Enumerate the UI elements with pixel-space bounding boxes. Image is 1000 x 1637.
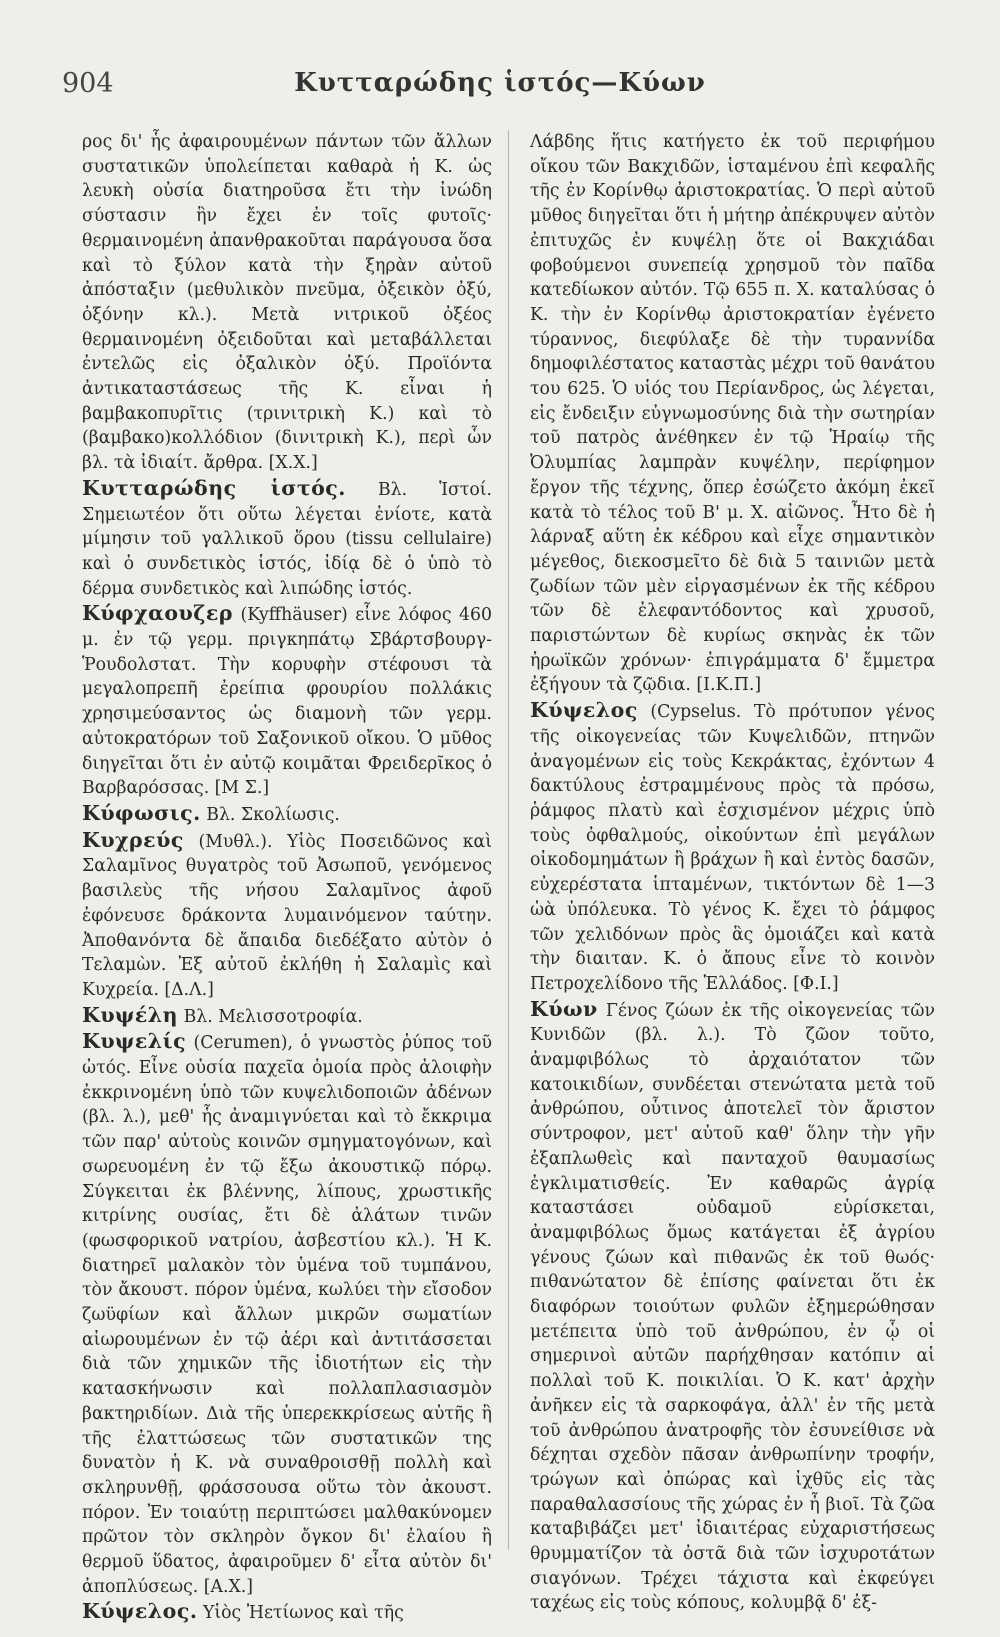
entry-headword: Κύφωσις. — [82, 800, 201, 825]
entry-headword: Κύψελος — [530, 698, 638, 723]
entry-text: Βλ. Σκολίωσις. — [206, 804, 340, 825]
right-column — [530, 128, 935, 1616]
entry-text: ρος δι' ἧς ἀφαιρουμένων πάντων τῶν ἄλλων συστατικῶν ὑπολείπεται καθαρὰ ἡ Κ. ὡς λευκὴ οὐσία διατηροῦσα ἔτι τὴν ἰνώδη σύστασιν ἣν ἔχει ἐν τοῖς φυτοῖς· θερμαινομένη ἀπανθρακοῦται παράγουσα ὅσα καὶ τὸ ξύλον κατὰ τὴν ξηρὰν αὐτοῦ ἀπόσταξιν (μεθυλικὸν πνεῦμα, ὀξεικὸν ὀξύ, ὀξόνην κλ.). Μετὰ νιτρικοῦ ὀξέος θερμαινομένη ὀξειδοῦται καὶ μεταβάλλεται ἐντελῶς εἰς ὀξαλικὸν ὀξύ. Προϊόντα ἀντικαταστάσεως τῆς Κ. εἶναι ἡ βαμβακοπυρῖτις (τρινιτρικὴ Κ.) καὶ τὸ (βαμβακο)κολλόδιον (δινιτρικὴ Κ.), περὶ ὧν βλ. τὰ ἰδιαίτ. ἄρθρα. [Χ.Χ.] — [82, 132, 492, 474]
entry-text: (Kyffhäuser) εἶνε λόφος 460 μ. ἐν τῷ γερμ. πριγκηπάτῳ Σβάρτσβουργ-Ῥουδολστατ. Τὴν κορυφὴν στέφουσι τὰ μεγαλοπρεπῆ ἐρείπια φρουρίου πολλάκις χρησιμεύσαντος ὡς διαμονὴ τῶν γερμ. αὐτοκρατόρων τοῦ Σαξονικοῦ οἴκου. Ὁ μῦθος διηγεῖται ὅτι ἐν αὐτῷ κοιμᾶται Φρειδερῖκος ὁ Βαρβαρόσσας. [Μ Σ.] — [82, 605, 492, 799]
entry-paragraph — [82, 828, 492, 1003]
entry-text: (Cerumen), ὁ γνωστὸς ῥύπος τοῦ ὠτός. Εἶνε οὐσία παχεῖα ὁμοία πρὸς ἀλοιφὴν ἐκκρινομένη ὑπὸ τῶν κυψελιδοποιῶν ἀδένων (βλ. λ.), μεθ' ἧς ἀναμιγνύεται καὶ τὸ ἔκκριμα τῶν παρ' αὐτοὺς κοινῶν σμηγματογόνων, καὶ σωρευομένη ἐν τῷ ἔξω ἀκουστικῷ πόρῳ. Σύγκειται ἐκ βλέννης, λίπους, χρωστικῆς κιτρίνης ουσίας, ἔτι δὲ ἀλάτων τινῶν (φωσφορικοῦ νατρίου, ἀσβεστίου κλ.). Ἡ Κ. διατηρεῖ μαλακὸν τὸν ὑμένα τοῦ τυμπάνου, τὸν ἄκουστ. πόρον ὑμένα, κωλύει τὴν εἴσοδον ζωϋφίων καὶ ἄλλων μικρῶν σωματίων αἰωρουμένων ἐν τῷ ἀέρι καὶ ἀντιτάσσεται διὰ τῶν χημικῶν τῆς ἰδιοτήτων εἰς τὴν κατασκήνωσιν καὶ πολλαπλασιασμὸν βακτηριδίων. Διὰ τῆς ὑπερεκκρίσεως αὐτῆς ἢ τῆς ἐλαττώσεως τῶν συστατικῶν της δυνατὸν ἡ Κ. νὰ συναθροισθῇ πολλὴ καὶ σκληρυνθῇ, φράσσουσα οὕτω τὸν ἀκουστ. πόρον. Ἐν τοιαύτῃ περιπτώσει μαλθακύνομεν πρῶτον τὸν σκληρὸν ὄγκον δι' ἐλαίου ἢ θερμοῦ ὕδατος, ἀφαιροῦμεν δ' εἶτα αὐτὸν δι' ἀποπλύσεως. [Α.Χ.] — [82, 1033, 492, 1597]
left-column — [82, 128, 492, 1626]
entry-paragraph — [82, 1003, 492, 1030]
running-title: Κυτταρώδης ἱστός—Κύων — [294, 68, 706, 98]
entry-headword: Κύψελος. — [82, 1599, 198, 1624]
entry-headword: Κύφχαουζερ — [82, 601, 233, 626]
entry-paragraph — [82, 1029, 492, 1599]
entry-headword: Κυτταρώδης ἱστός. — [82, 475, 346, 500]
entry-paragraph — [82, 1599, 492, 1626]
entry-text: Λάβδης ἥτις κατήγετο ἐκ τοῦ περιφήμου οἴκου τῶν Βακχιδῶν, ἱσταμένου ἐπὶ κεφαλῆς τῆς ἐν Κορίνθῳ ἀριστοκρατίας. Ὁ περὶ αὐτοῦ μῦθος διηγεῖται ὅτι ἡ μήτηρ ἀπέκρυψεν αὐτὸν ἐπιτυχῶς ἐν κυψέλῃ ὅτε οἱ Βακχιάδαι φοβούμενοι συνεπείᾳ χρησμοῦ τὸν παῖδα κατεδίωκον αὐτόν. Τῷ 655 π. Χ. καταλύσας ὁ Κ. τὴν ἐν Κορίνθῳ ἀριστοκρατίαν ἐγένετο τύραννος, διεφύλαξε δὲ τὴν τυραννίδα δημοφιλέστατος καταστὰς μέχρι τοῦ θανάτου του 625. Ὁ υἱός του Περίανδρος, ὡς λέγεται, εἰς ἔνδειξιν εὐγνωμοσύνης διὰ τὴν σωτηρίαν τοῦ πατρὸς ἀνέθηκεν ἐν τῷ Ἡραίῳ τῆς Ὀλυμπίας λαμπρὰν κυψέλην, περίφημον ἔργον τῆς τέχνης, ὅπερ ἐσώζετο ἀκόμη ἐκεῖ κατὰ τὸ τέλος τοῦ Β' μ. Χ. αἰῶνος. Ἦτο δὲ ἡ λάρναξ αὕτη ἐκ κέδρου καὶ εἶχε σημαντικὸν μέγεθος, διεκοσμεῖτο δὲ διὰ 5 ταινιῶν μετὰ ζωδίων τῶν μὲν εἰργασμένων ἐκ τῆς κέδρου τῶν δὲ ἐλεφαντόδοντος καὶ χρυσοῦ, παριστώντων δὲ κυρίως σκηνὰς ἐκ τῶν ἡρωϊκῶν χρόνων· ἐπιγράμματα δ' ἔμμετρα ἐξήγουν τὰ ζῷδια. [Ι.Κ.Π.] — [530, 132, 936, 696]
column-divider — [508, 130, 509, 1550]
entry-text: (Μυθλ.). Υἱὸς Ποσειδῶνος καὶ Σαλαμῖνος θυγατρὸς τοῦ Ἀσωποῦ, γενόμενος βασιλεὺς τῆς νήσου Σαλαμῖνος ἀφοῦ ἐφόνευσε δράκοντα λυμαινόμενον ταύτην. Ἀποθανόντα δὲ ἄπαιδα διεδέξατο αὐτὸν ὁ Τελαμὼν. Ἐξ αὐτοῦ ἐκλήθη ἡ Σαλαμὶς καὶ Κυχρεία. [Δ.Λ.] — [82, 831, 492, 1000]
entry-paragraph — [530, 698, 935, 996]
entry-headword: Κυχρεύς — [82, 827, 184, 852]
entry-paragraph — [530, 128, 935, 698]
entry-paragraph — [530, 997, 935, 1617]
entry-headword: Κυψέλη — [82, 1002, 179, 1027]
page-header — [0, 68, 1000, 108]
entry-text: Βλ. Μελισσοτροφία. — [183, 1006, 363, 1027]
entry-paragraph — [82, 476, 492, 602]
entry-headword: Κυψελίς — [82, 1029, 187, 1054]
entry-text: Βλ. Ἱστοί. Σημειωτέον ὅτι οὕτω λέγεται ἐνίοτε, κατὰ μίμησιν τοῦ γαλλικοῦ ὅρου (tissu cellulaire) καὶ ὁ συνδετικὸς ἱστός, ἰδίᾳ δὲ ὁ ὑπὸ τὸ δέρμα συνδετικὸς καὶ λιπώδης ἱστός. — [82, 479, 492, 599]
entry-headword: Κύων — [530, 996, 598, 1021]
page-number: 904 — [62, 68, 114, 99]
entry-paragraph — [82, 128, 492, 476]
entry-paragraph — [82, 601, 492, 801]
entry-paragraph — [82, 801, 492, 828]
entry-text: (Cypselus. Τὸ πρότυπον γένος τῆς οἰκογενείας τῶν Κυψελιδῶν, πτηνῶν ἀναγομένων εἰς τοὺς Κεκράκτας, ἐχόντων 4 δακτύλους ἐστραμμένους πρὸς τὰ πρόσω, ῥάμφος πλατὺ καὶ ἐσχισμένον μέχρις ὑπὸ τοὺς ὀφθαλμούς, οἰκούντων ἐπὶ μεγάλων οἰκοδομημάτων ἢ βράχων ἢ καὶ ἐντὸς δασῶν, εὐχερέστατα ἱπταμένων, τικτόντων δὲ 1—3 ὠὰ ὑπόλευκα. Τὸ γένος Κ. ἔχει τὸ ῥάμφος τῶν χελιδόνων πρὸς ἃς ὁμοιάζει καὶ κατὰ τὴν διαιταν. Κ. ὁ ἄπους εἶνε τὸ κοινὸν Πετροχελίδονο τῆς Ἑλλάδος. [Φ.Ι.] — [530, 702, 935, 994]
entry-text: Γένος ζώων ἐκ τῆς οἰκογενείας τῶν Κυνιδῶν (βλ. λ.). Τὸ ζῶον τοῦτο, ἀναμφιβόλως τὸ ἀρχαιότατον τῶν κατοικιδίων, συνδέεται στενώτατα μετὰ τοῦ ἀνθρώπου, οὗτινος ἀποτελεῖ τὸν ἄριστον σύντροφον, μετ' αὐτοῦ καθ' ὅλην τὴν γῆν ἐξαπλωθεὶς καὶ πανταχοῦ θαυμασίως ἐγκλιματισθείς. Ἐν καθαρῶς ἀγρίᾳ καταστάσει οὐδαμοῦ εὑρίσκεται, ἀναμφιβόλως ὅμως κατάγεται ἐξ ἀγρίου γένους ζώων καὶ πιθανῶς ἐκ τοῦ θωός· πιθανώτατον δὲ ἐπίσης φαίνεται ὅτι ἐκ διαφόρων τοιούτων φυλῶν ἐξημερώθησαν μετέπειτα ὑπὸ τοῦ ἀνθρώπου, ἐν ᾧ οἱ σημερινοὶ αὐτῶν παρήχθησαν κατόπιν αἱ πολλαὶ τοῦ Κ. ποικιλίαι. Ὁ Κ. κατ' ἀρχὴν ἀνῆκεν εἰς τὰ σαρκοφάγα, ἀλλ' ἐν τῆς μετὰ τοῦ ἀνθρώπου ἀνατροφῆς τὸν ἐσυνείθισε νὰ δέχηται σχεδὸν πᾶσαν ἀνθρωπίνην τροφήν, τρώγων καὶ ὀπώρας καὶ ἰχθῦς εἰς τὰς παραθαλασσίους τῆς χώρας ἐν ἦ βιοῖ. Τὰ ζῶα καταβιβάζει μετ' ἰδιαιτέρας εὐχαριστήσεως θρυμματίζον τὰ ὀστᾶ διὰ τῶν ἰσχυροτάτων σιαγόνων. Τρέχει τάχιστα καὶ ἐκφεύγει ταχέως εἰς τοὺς κόπους, κολυμβᾷ δ' ἐξ- — [530, 1000, 935, 1614]
entry-text: Υἱὸς Ἠετίωνος καὶ τῆς — [202, 1603, 404, 1624]
